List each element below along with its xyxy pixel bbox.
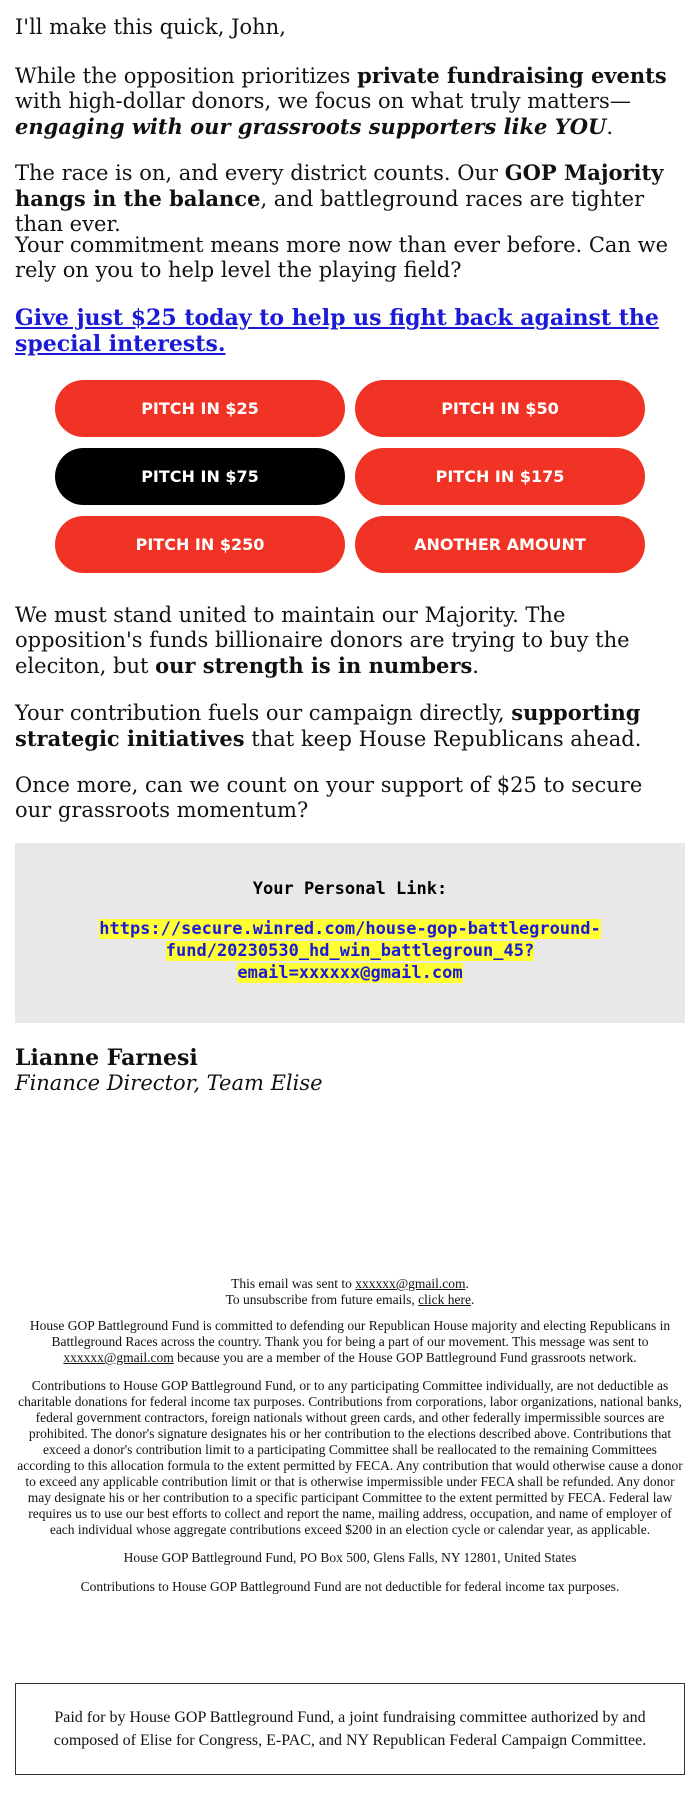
greeting: I'll make this quick, John, [15,15,286,39]
paid-for-text: Paid for by House GOP Battleground Fund, a joint fundraising committee authorized by and composed of Elise for Congress, E-PAC, and NY Republican Federal Campaign Committee. [53,1709,647,1749]
support-paragraph: Once more, can we count on your support of $25 to secure our grassroots momentum? [15,773,643,822]
mission-email-link[interactable]: xxxxxx@gmail.com [63,1350,174,1365]
signature-name: Lianne Farnesi [15,1045,198,1071]
race-paragraph: The race is on, and every district counts. Our GOP Majority hangs in the balance, and battleground races are tighter than ever. [15,160,664,236]
donate-text-link[interactable]: Give just $25 today to help us fight back against the special interests. [15,305,659,357]
pitch-in-250-button[interactable]: PITCH IN $250 [55,516,345,573]
commitment-paragraph: Your commitment means more now than ever before. Can we rely on you to help level the playing field? [15,233,669,282]
unsubscribe-line: To unsubscribe from future emails, click here. [225,1292,475,1307]
signature-title: Finance Director, Team Elise [15,1071,323,1095]
footer [15,1276,685,1595]
intro-paragraph: While the opposition prioritizes private fundraising events with high-dollar donors, we focus on what truly matters—engaging with our grassroots supporters like YOU. [15,63,667,139]
legal-disclaimer: Contributions to House GOP Battleground Fund, or to any participating Committee individually, are not deductible as charitable donations for federal income tax purposes. Contributions from corporations, labor organizations, national banks, federal government contractors, foreign nationals without green cards, and other federally impermissible sources are prohibited. The donor's signature designates his or her contribution to the elections described above. Contributions that exceed a donor's contribution limit to a participating Committee shall be reallocated to the remaining Committees according to this allocation formula to the extent permitted by FECA. Any contribution that would otherwise cause a donor to exceed any applicable contribution limit or that is otherwise impermissible under FECA shall be refunded. Any donor may designate his or her contribution to a specific participant Committee to the extent permitted by FECA. Federal law requires us to use our best efforts to collect and report the name, mailing address, occupation, and name of employer of each individual whose aggregate contributions exceed $200 in an election cycle or calendar year, as applicable. [17,1378,683,1537]
paid-for-disclaimer-box [15,1683,685,1775]
contribution-paragraph: Your contribution fuels our campaign directly, supporting strategic initiatives that keep House Republicans ahead. [15,700,642,751]
mission-statement: House GOP Battleground Fund is committed to defending our Republican House majority and electing Republicans in Battleground Races across the country. Thank you for being a part of our movement. This message was sent to xxxxxx@gmail.com because you are a member of the House GOP Battleground Fund grassroots network. [29,1318,671,1365]
personal-link-box [15,843,685,1023]
sent-to-line: This email was sent to xxxxxx@gmail.com. [231,1276,469,1291]
unsubscribe-link[interactable]: click here [418,1292,471,1307]
signature [15,1045,685,1096]
mailing-address: House GOP Battleground Fund, PO Box 500, Glens Falls, NY 12801, United States [123,1550,577,1565]
another-amount-button[interactable]: ANOTHER AMOUNT [355,516,645,573]
personal-link-url[interactable]: https://secure.winred.com/house-gop-battleground- fund/20230530_hd_win_battlegroun_45? email=xxxxxx@gmail.com [99,919,601,983]
tax-disclaimer: Contributions to House GOP Battleground Fund are not deductible for federal income tax purposes. [80,1579,620,1594]
sent-to-email-link[interactable]: xxxxxx@gmail.com [355,1276,466,1291]
pitch-in-50-button[interactable]: PITCH IN $50 [355,380,645,437]
personal-link-label: Your Personal Link: [252,879,448,899]
pitch-in-175-button[interactable]: PITCH IN $175 [355,448,645,505]
pitch-in-75-button[interactable]: PITCH IN $75 [55,448,345,505]
pitch-in-25-button[interactable]: PITCH IN $25 [55,380,345,437]
united-paragraph: We must stand united to maintain our Majority. The opposition's funds billionaire donors are trying to buy the eleciton, but our strength is in numbers. [15,603,630,678]
